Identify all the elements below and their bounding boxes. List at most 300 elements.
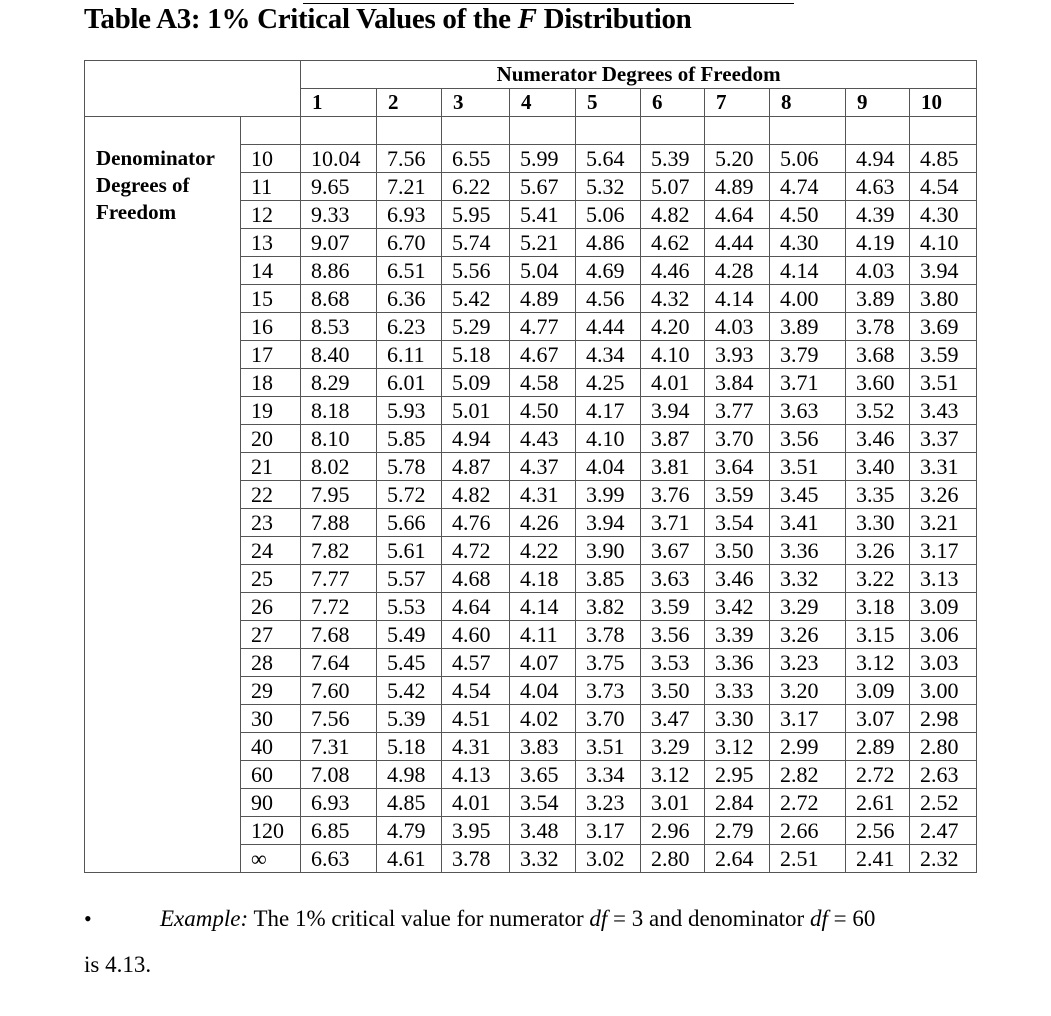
critical-value: 7.72 <box>301 593 377 621</box>
critical-value: 3.02 <box>576 845 641 873</box>
critical-value: 3.51 <box>910 369 977 397</box>
critical-value: 3.85 <box>576 565 641 593</box>
denominator-df: 22 <box>241 481 301 509</box>
critical-value: 4.46 <box>641 257 705 285</box>
critical-value: 2.51 <box>770 845 846 873</box>
column-header: 1 <box>301 89 377 117</box>
critical-value: 4.30 <box>910 201 977 229</box>
critical-value: 3.54 <box>510 789 576 817</box>
denominator-df: 27 <box>241 621 301 649</box>
critical-value: 5.29 <box>442 313 510 341</box>
critical-value: 2.80 <box>641 845 705 873</box>
critical-value: 4.14 <box>705 285 770 313</box>
critical-value: 4.31 <box>510 481 576 509</box>
critical-value: 2.95 <box>705 761 770 789</box>
critical-value: 3.70 <box>705 425 770 453</box>
critical-value: 3.12 <box>846 649 910 677</box>
critical-value: 3.26 <box>846 537 910 565</box>
critical-value: 4.74 <box>770 173 846 201</box>
critical-value: 3.78 <box>846 313 910 341</box>
denominator-df: 11 <box>241 173 301 201</box>
critical-value: 3.50 <box>641 677 705 705</box>
denominator-df: 14 <box>241 257 301 285</box>
table-row <box>85 145 977 173</box>
critical-value: 8.86 <box>301 257 377 285</box>
denominator-df: 10 <box>241 145 301 173</box>
critical-value: 2.32 <box>910 845 977 873</box>
critical-value: 2.64 <box>705 845 770 873</box>
critical-value: 3.64 <box>705 453 770 481</box>
critical-value: 3.71 <box>770 369 846 397</box>
critical-value: 3.83 <box>510 733 576 761</box>
critical-value: 6.63 <box>301 845 377 873</box>
critical-value: 7.82 <box>301 537 377 565</box>
critical-value: 3.71 <box>641 509 705 537</box>
critical-value: 3.94 <box>910 257 977 285</box>
critical-value: 4.54 <box>442 677 510 705</box>
critical-value: 5.56 <box>442 257 510 285</box>
example-text-2: = 3 and denominator <box>607 906 810 931</box>
critical-value: 4.04 <box>576 453 641 481</box>
critical-value: 4.51 <box>442 705 510 733</box>
column-header: 4 <box>510 89 576 117</box>
critical-value: 4.76 <box>442 509 510 537</box>
critical-value: 5.49 <box>377 621 442 649</box>
critical-value: 7.56 <box>301 705 377 733</box>
critical-value: 3.46 <box>846 425 910 453</box>
critical-value: 5.06 <box>576 201 641 229</box>
critical-value: 4.44 <box>705 229 770 257</box>
critical-value: 3.17 <box>770 705 846 733</box>
critical-value: 6.93 <box>377 201 442 229</box>
denominator-label: Denominator Degrees of Freedom <box>85 145 241 873</box>
critical-value: 3.52 <box>846 397 910 425</box>
critical-value: 7.08 <box>301 761 377 789</box>
critical-value: 5.09 <box>442 369 510 397</box>
critical-value: 4.03 <box>846 257 910 285</box>
critical-value: 2.80 <box>910 733 977 761</box>
critical-value: 5.85 <box>377 425 442 453</box>
critical-value: 2.56 <box>846 817 910 845</box>
critical-value: 5.18 <box>442 341 510 369</box>
critical-value: 5.67 <box>510 173 576 201</box>
critical-value: 3.50 <box>705 537 770 565</box>
critical-value: 4.37 <box>510 453 576 481</box>
denominator-df: 12 <box>241 201 301 229</box>
denominator-df: 24 <box>241 537 301 565</box>
critical-value: 4.69 <box>576 257 641 285</box>
critical-value: 4.82 <box>641 201 705 229</box>
column-header: 5 <box>576 89 641 117</box>
critical-value: 4.03 <box>705 313 770 341</box>
critical-value: 5.42 <box>442 285 510 313</box>
example-label: Example: <box>160 906 249 931</box>
critical-value: 3.63 <box>770 397 846 425</box>
critical-value: 4.86 <box>576 229 641 257</box>
critical-value: 5.42 <box>377 677 442 705</box>
critical-value: 3.20 <box>770 677 846 705</box>
critical-value: 4.85 <box>910 145 977 173</box>
denominator-df: 26 <box>241 593 301 621</box>
critical-value: 5.41 <box>510 201 576 229</box>
critical-value: 2.47 <box>910 817 977 845</box>
title-prefix: Table A3: 1% Critical Values of the <box>84 3 518 35</box>
critical-value: 3.09 <box>846 677 910 705</box>
critical-value: 4.89 <box>705 173 770 201</box>
column-header: 9 <box>846 89 910 117</box>
critical-value: 5.01 <box>442 397 510 425</box>
critical-value: 3.84 <box>705 369 770 397</box>
bullet: • <box>84 906 92 931</box>
critical-value: 4.04 <box>510 677 576 705</box>
header-row-title <box>85 61 977 89</box>
critical-value: 3.95 <box>442 817 510 845</box>
critical-value: 3.76 <box>641 481 705 509</box>
critical-value: 4.56 <box>576 285 641 313</box>
critical-value: 3.06 <box>910 621 977 649</box>
critical-value: 7.68 <box>301 621 377 649</box>
critical-value: 5.74 <box>442 229 510 257</box>
critical-value: 3.07 <box>846 705 910 733</box>
critical-value: 5.39 <box>641 145 705 173</box>
critical-value: 4.57 <box>442 649 510 677</box>
critical-value: 3.12 <box>705 733 770 761</box>
critical-value: 3.70 <box>576 705 641 733</box>
critical-value: 6.93 <box>301 789 377 817</box>
critical-value: 7.56 <box>377 145 442 173</box>
critical-value: 3.22 <box>846 565 910 593</box>
column-header: 2 <box>377 89 442 117</box>
critical-value: 3.30 <box>705 705 770 733</box>
critical-value: 3.54 <box>705 509 770 537</box>
critical-value: 3.69 <box>910 313 977 341</box>
critical-value: 2.99 <box>770 733 846 761</box>
critical-value: 3.89 <box>770 313 846 341</box>
critical-value: 4.32 <box>641 285 705 313</box>
critical-value: 4.94 <box>846 145 910 173</box>
critical-value: 3.33 <box>705 677 770 705</box>
title-italic: F <box>517 3 537 35</box>
critical-value: 3.80 <box>910 285 977 313</box>
critical-value: 3.32 <box>770 565 846 593</box>
critical-value: 2.41 <box>846 845 910 873</box>
critical-value: 4.02 <box>510 705 576 733</box>
critical-value: 3.03 <box>910 649 977 677</box>
title-suffix: Distribution <box>536 3 692 35</box>
critical-value: 3.94 <box>576 509 641 537</box>
critical-value: 3.81 <box>641 453 705 481</box>
critical-value: 3.00 <box>910 677 977 705</box>
critical-value: 3.30 <box>846 509 910 537</box>
critical-value: 10.04 <box>301 145 377 173</box>
critical-value: 3.34 <box>576 761 641 789</box>
critical-value: 5.07 <box>641 173 705 201</box>
critical-value: 3.68 <box>846 341 910 369</box>
critical-value: 3.26 <box>910 481 977 509</box>
critical-value: 3.29 <box>770 593 846 621</box>
critical-value: 7.31 <box>301 733 377 761</box>
critical-value: 4.87 <box>442 453 510 481</box>
denominator-df: 15 <box>241 285 301 313</box>
critical-value: 3.37 <box>910 425 977 453</box>
critical-value: 3.40 <box>846 453 910 481</box>
critical-value: 5.20 <box>705 145 770 173</box>
critical-value: 7.64 <box>301 649 377 677</box>
critical-value: 3.99 <box>576 481 641 509</box>
denominator-df: 13 <box>241 229 301 257</box>
critical-value: 3.45 <box>770 481 846 509</box>
critical-value: 6.22 <box>442 173 510 201</box>
critical-value: 4.68 <box>442 565 510 593</box>
critical-value: 3.29 <box>641 733 705 761</box>
critical-value: 2.66 <box>770 817 846 845</box>
critical-value: 4.60 <box>442 621 510 649</box>
column-header: 10 <box>910 89 977 117</box>
critical-value: 4.63 <box>846 173 910 201</box>
critical-value: 4.18 <box>510 565 576 593</box>
denominator-df: 120 <box>241 817 301 845</box>
critical-value: 4.14 <box>770 257 846 285</box>
critical-value: 2.52 <box>910 789 977 817</box>
critical-value: 3.17 <box>910 537 977 565</box>
critical-value: 4.72 <box>442 537 510 565</box>
critical-value: 3.26 <box>770 621 846 649</box>
critical-value: 3.23 <box>770 649 846 677</box>
critical-value: 6.36 <box>377 285 442 313</box>
critical-value: 3.31 <box>910 453 977 481</box>
critical-value: 3.94 <box>641 397 705 425</box>
critical-value: 3.56 <box>641 621 705 649</box>
critical-value: 2.72 <box>846 761 910 789</box>
critical-value: 4.28 <box>705 257 770 285</box>
critical-value: 9.65 <box>301 173 377 201</box>
denominator-df: 18 <box>241 369 301 397</box>
critical-value: 2.61 <box>846 789 910 817</box>
critical-value: 8.68 <box>301 285 377 313</box>
critical-value: 2.96 <box>641 817 705 845</box>
column-header: 8 <box>770 89 846 117</box>
critical-value: 4.39 <box>846 201 910 229</box>
critical-value: 5.95 <box>442 201 510 229</box>
column-header: 3 <box>442 89 510 117</box>
critical-value: 6.55 <box>442 145 510 173</box>
critical-value: 6.01 <box>377 369 442 397</box>
critical-value: 3.41 <box>770 509 846 537</box>
numerator-header: Numerator Degrees of Freedom <box>301 61 977 89</box>
critical-value: 4.01 <box>442 789 510 817</box>
critical-value: 4.07 <box>510 649 576 677</box>
critical-value: 4.14 <box>510 593 576 621</box>
critical-value: 4.58 <box>510 369 576 397</box>
header-row-columns <box>85 89 977 117</box>
critical-value: 4.77 <box>510 313 576 341</box>
example-var-1: df <box>589 906 608 931</box>
critical-value: 4.25 <box>576 369 641 397</box>
critical-value: 3.51 <box>576 733 641 761</box>
critical-value: 7.88 <box>301 509 377 537</box>
critical-value: 3.17 <box>576 817 641 845</box>
critical-value: 3.82 <box>576 593 641 621</box>
critical-value: 4.44 <box>576 313 641 341</box>
critical-value: 3.63 <box>641 565 705 593</box>
critical-value: 8.29 <box>301 369 377 397</box>
critical-value: 7.77 <box>301 565 377 593</box>
denominator-df: 60 <box>241 761 301 789</box>
denominator-df: 90 <box>241 789 301 817</box>
critical-value: 7.60 <box>301 677 377 705</box>
critical-value: 4.94 <box>442 425 510 453</box>
critical-value: 2.82 <box>770 761 846 789</box>
critical-value: 5.21 <box>510 229 576 257</box>
critical-value: 4.64 <box>442 593 510 621</box>
critical-value: 3.77 <box>705 397 770 425</box>
critical-value: 3.23 <box>576 789 641 817</box>
critical-value: 3.89 <box>846 285 910 313</box>
critical-value: 5.32 <box>576 173 641 201</box>
critical-value: 6.85 <box>301 817 377 845</box>
critical-value: 4.22 <box>510 537 576 565</box>
critical-value: 4.67 <box>510 341 576 369</box>
critical-value: 3.60 <box>846 369 910 397</box>
critical-value: 7.21 <box>377 173 442 201</box>
example-line-2: is 4.13. <box>84 952 152 977</box>
critical-value: 5.18 <box>377 733 442 761</box>
critical-value: 3.36 <box>770 537 846 565</box>
critical-value: 4.31 <box>442 733 510 761</box>
denominator-df: 40 <box>241 733 301 761</box>
critical-value: 3.79 <box>770 341 846 369</box>
critical-value: 2.72 <box>770 789 846 817</box>
critical-value: 3.01 <box>641 789 705 817</box>
critical-value: 4.98 <box>377 761 442 789</box>
denominator-df: 21 <box>241 453 301 481</box>
critical-value: 3.15 <box>846 621 910 649</box>
critical-value: 3.21 <box>910 509 977 537</box>
critical-value: 5.53 <box>377 593 442 621</box>
critical-value: 6.70 <box>377 229 442 257</box>
critical-value: 3.59 <box>705 481 770 509</box>
denominator-df: 28 <box>241 649 301 677</box>
critical-value: 3.53 <box>641 649 705 677</box>
column-header: 7 <box>705 89 770 117</box>
critical-value: 8.10 <box>301 425 377 453</box>
critical-value: 4.85 <box>377 789 442 817</box>
page-title <box>84 3 692 36</box>
critical-value: 3.48 <box>510 817 576 845</box>
critical-value: 4.50 <box>510 397 576 425</box>
critical-value: 5.99 <box>510 145 576 173</box>
critical-value: 3.78 <box>442 845 510 873</box>
critical-value: 3.93 <box>705 341 770 369</box>
example-var-2: df <box>809 906 828 931</box>
critical-value: 5.72 <box>377 481 442 509</box>
critical-value: 3.59 <box>641 593 705 621</box>
denominator-df: 25 <box>241 565 301 593</box>
spacer-row <box>85 117 977 145</box>
critical-value: 8.53 <box>301 313 377 341</box>
critical-value: 3.90 <box>576 537 641 565</box>
critical-value: 8.18 <box>301 397 377 425</box>
critical-value: 5.78 <box>377 453 442 481</box>
critical-value: 5.64 <box>576 145 641 173</box>
example-line <box>84 906 875 932</box>
critical-value: 3.35 <box>846 481 910 509</box>
critical-value: 9.07 <box>301 229 377 257</box>
critical-value: 5.61 <box>377 537 442 565</box>
critical-value: 8.40 <box>301 341 377 369</box>
critical-value: 2.79 <box>705 817 770 845</box>
critical-value: 4.01 <box>641 369 705 397</box>
critical-value: 4.10 <box>910 229 977 257</box>
critical-value: 6.23 <box>377 313 442 341</box>
critical-value: 2.89 <box>846 733 910 761</box>
critical-value: 3.12 <box>641 761 705 789</box>
critical-value: 2.84 <box>705 789 770 817</box>
critical-value: 4.26 <box>510 509 576 537</box>
denominator-df: 17 <box>241 341 301 369</box>
header-corner <box>85 61 301 89</box>
critical-value: 4.17 <box>576 397 641 425</box>
critical-value: 4.10 <box>641 341 705 369</box>
critical-value: 3.46 <box>705 565 770 593</box>
critical-value: 4.64 <box>705 201 770 229</box>
critical-value: 5.04 <box>510 257 576 285</box>
critical-value: 3.36 <box>705 649 770 677</box>
critical-value: 3.78 <box>576 621 641 649</box>
critical-value: 3.43 <box>910 397 977 425</box>
critical-value: 5.39 <box>377 705 442 733</box>
critical-value: 4.79 <box>377 817 442 845</box>
critical-value: 7.95 <box>301 481 377 509</box>
critical-value: 4.62 <box>641 229 705 257</box>
critical-value: 3.32 <box>510 845 576 873</box>
critical-value: 3.87 <box>641 425 705 453</box>
denominator-df: 16 <box>241 313 301 341</box>
critical-value: 3.73 <box>576 677 641 705</box>
critical-value: 5.06 <box>770 145 846 173</box>
column-header: 6 <box>641 89 705 117</box>
denominator-df: 30 <box>241 705 301 733</box>
header-corner-lower <box>85 89 301 117</box>
critical-value: 6.11 <box>377 341 442 369</box>
critical-value: 4.50 <box>770 201 846 229</box>
critical-value: 2.63 <box>910 761 977 789</box>
critical-value: 4.30 <box>770 229 846 257</box>
denominator-df: 29 <box>241 677 301 705</box>
critical-value: 4.11 <box>510 621 576 649</box>
critical-value: 4.00 <box>770 285 846 313</box>
critical-value: 6.51 <box>377 257 442 285</box>
critical-value: 5.93 <box>377 397 442 425</box>
critical-value: 3.67 <box>641 537 705 565</box>
critical-value: 3.65 <box>510 761 576 789</box>
critical-value: 3.51 <box>770 453 846 481</box>
critical-value: 2.98 <box>910 705 977 733</box>
critical-value: 4.20 <box>641 313 705 341</box>
critical-value: 3.75 <box>576 649 641 677</box>
critical-value: 3.18 <box>846 593 910 621</box>
example-text-1: The 1% critical value for numerator <box>248 906 590 931</box>
critical-value: 3.59 <box>910 341 977 369</box>
critical-value: 4.82 <box>442 481 510 509</box>
critical-value: 3.39 <box>705 621 770 649</box>
critical-value: 3.56 <box>770 425 846 453</box>
critical-value: 9.33 <box>301 201 377 229</box>
denominator-df: 19 <box>241 397 301 425</box>
critical-value: 4.13 <box>442 761 510 789</box>
critical-value: 3.47 <box>641 705 705 733</box>
critical-value: 4.54 <box>910 173 977 201</box>
